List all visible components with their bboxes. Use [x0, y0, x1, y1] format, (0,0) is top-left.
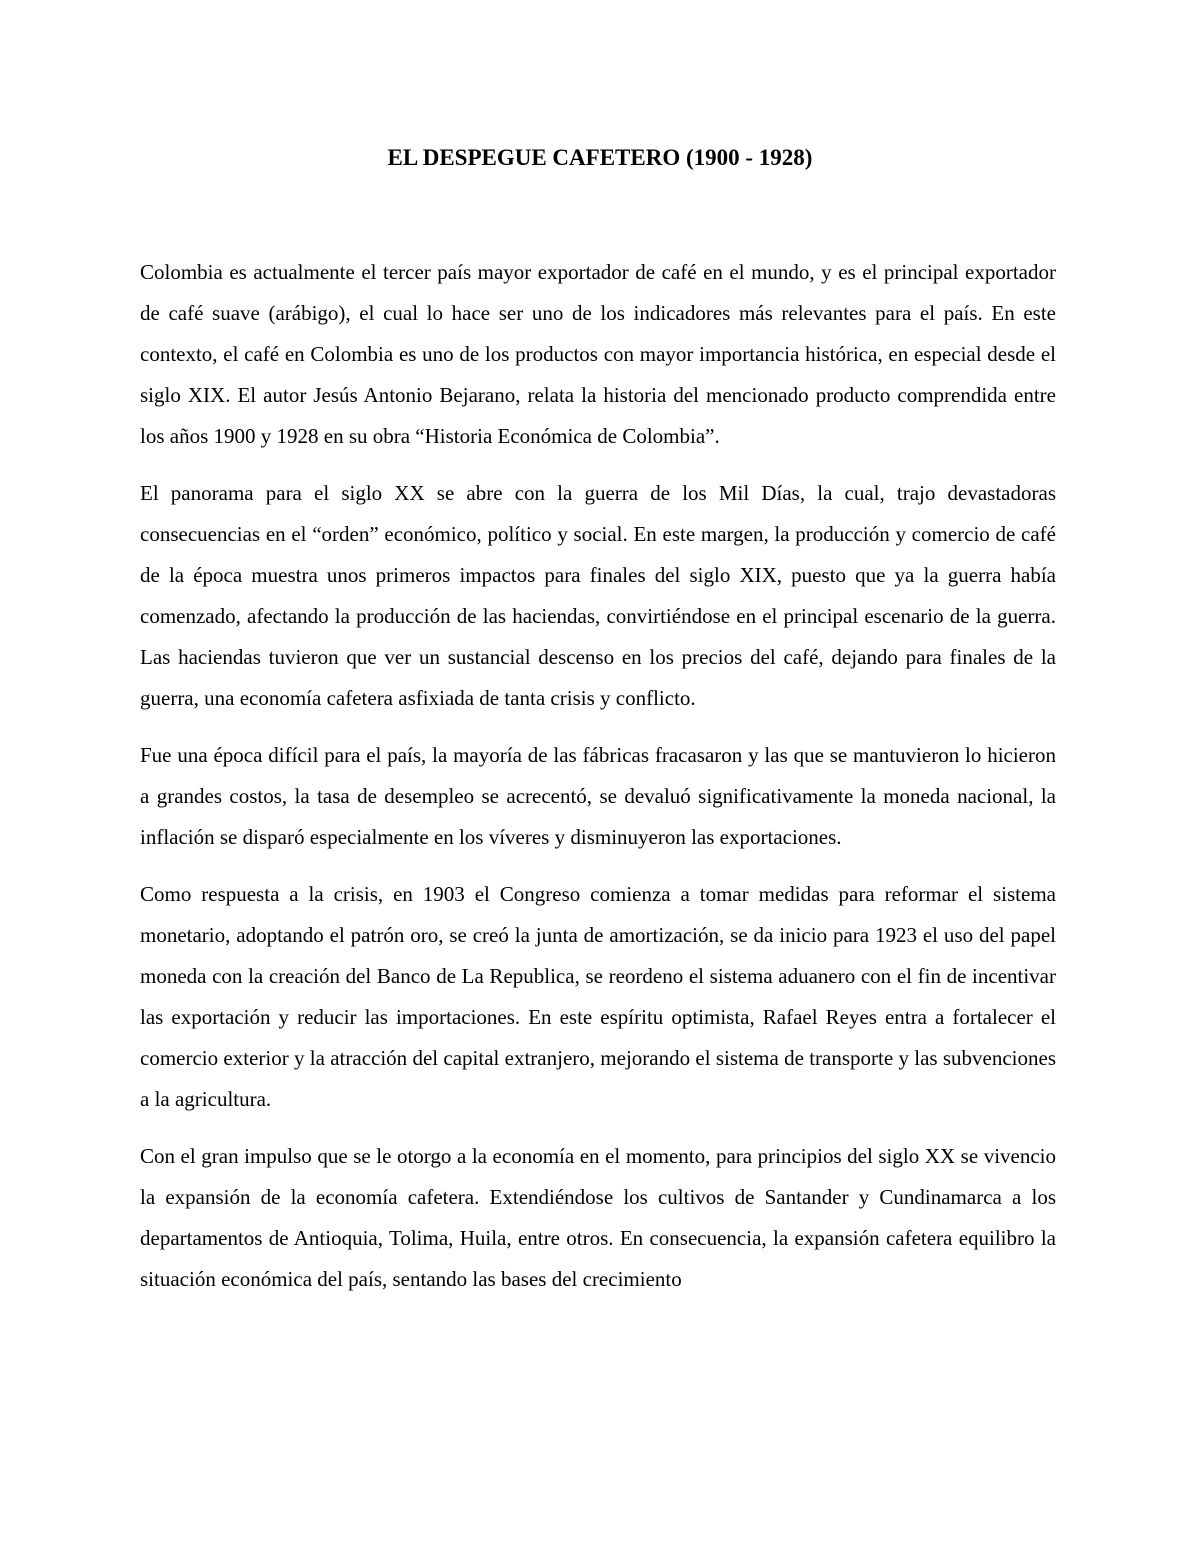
paragraph-2: El panorama para el siglo XX se abre con la guerra de los Mil Días, la cual, trajo devastadoras consecuencias en el “orden” económico, político y social. En este margen, la producción y comercio de café de la época muestra unos primeros impactos para finales del siglo XIX, puesto que ya la guerra había comenzado, afectando la producción de las haciendas, convirtiéndose en el principal escenario de la guerra. Las haciendas tuvieron que ver un sustancial descenso en los precios del café, dejando para finales de la guerra, una economía cafetera asfixiada de tanta crisis y conflicto.	[140, 481, 1056, 710]
paragraph-3: Fue una época difícil para el país, la mayoría de las fábricas fracasaron y las que se mantuvieron lo hicieron a grandes costos, la tasa de desempleo se acrecentó, se devaluó significativamente la moneda nacional, la inflación se disparó especialmente en los víveres y disminuyeron las exportaciones.	[140, 743, 1056, 849]
paragraph-5: Con el gran impulso que se le otorgo a la economía en el momento, para principios del siglo XX se vivencio la expansión de la economía cafetera. Extendiéndose los cultivos de Santander y Cundinamarca a los departamentos de Antioquia, Tolima, Huila, entre otros. En consecuencia, la expansión cafetera equilibro la situación económica del país, sentando las bases del crecimiento	[140, 1144, 1056, 1291]
paragraph-1: Colombia es actualmente el tercer país mayor exportador de café en el mundo, y es el principal exportador de café suave (arábigo), el cual lo hace ser uno de los indicadores más relevantes para el país. En este contexto, el café en Colombia es uno de los productos con mayor importancia histórica, en especial desde el siglo XIX. El autor Jesús Antonio Bejarano, relata la historia del mencionado producto comprendida entre los años 1900 y 1928 en su obra “Historia Económica de Colombia”.	[140, 260, 1056, 448]
document-title: EL DESPEGUE CAFETERO (1900 - 1928)	[387, 145, 813, 170]
paragraph-4: Como respuesta a la crisis, en 1903 el Congreso comienza a tomar medidas para reformar el sistema monetario, adoptando el patrón oro, se creó la junta de amortización, se da inicio para 1923 el uso del papel moneda con la creación del Banco de La Republica, se reordeno el sistema aduanero con el fin de incentivar las exportación y reducir las importaciones. En este espíritu optimista, Rafael Reyes entra a fortalecer el comercio exterior y la atracción del capital extranjero, mejorando el sistema de transporte y las subvenciones a la agricultura.	[140, 882, 1056, 1111]
document-body	[140, 252, 1056, 1316]
